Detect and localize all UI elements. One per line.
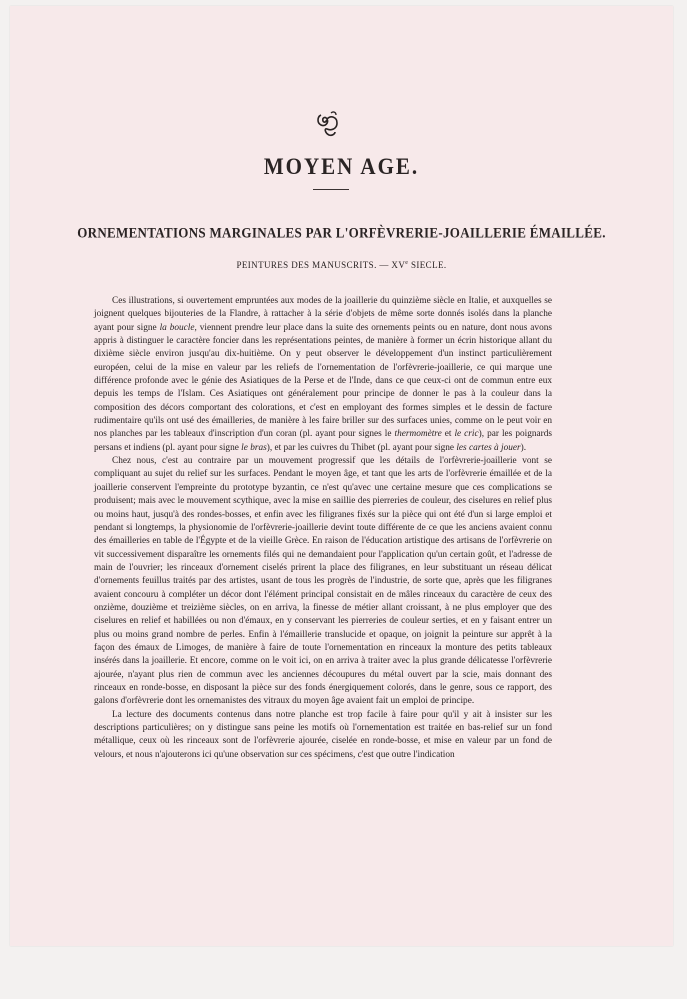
italic-run: thermomètre: [394, 429, 442, 440]
italic-run: la boucle: [159, 322, 195, 333]
body-text: [94, 295, 552, 762]
italic-run: les cartes à jouer: [456, 442, 521, 453]
text-run: ).: [520, 442, 527, 453]
subtitle-text: PEINTURES DES MANUSCRITS. — XV: [236, 260, 406, 270]
section-title: ORNEMENTATIONS MARGINALES PAR L'ORFÈVRERIE-JOAILLERIE ÉMAILLÉE.: [77, 223, 606, 242]
italic-run: le cric: [454, 429, 479, 440]
text-run: ), et par les cuivres du Thibet (pl. ayant pour signe: [266, 442, 457, 453]
text-run: et: [441, 429, 455, 440]
fleuron-ornament-icon: [315, 109, 341, 139]
paragraph-3: [94, 709, 552, 762]
italic-run: le bras: [241, 442, 267, 453]
subtitle-superscript: e: [405, 260, 409, 266]
title-rule: [313, 189, 349, 190]
subtitle-end: SIECLE.: [408, 260, 447, 270]
text-run: , viennent prendre leur place dans la suite des ornements peints ou en nature, dont nous avons appris à distinguer le caractère foncier dans les représentations peintes, de manière à former un écrin historique allant du dixième siècle environ jusqu'au dix-huitième. On y peut observer le développement d'un instinct particulièrement européen, celui de la mise en valeur par les reliefs de l'ornementation de l'orfèvrerie-joaillerie, ce qui marque une différence profonde avec le génie des Asiatiques de la Perse et de l'Inde, dans ce que ceux-ci ont de commun entre eux depuis les temps de l'Islam. Ces Asiatiques ont généralement pour principe de donner le pas à la couleur dans la composition des décors comportant des colorations, et c'est en employant des formes simples et le dessin de facture rudimentaire qu'ils ont usé des émailleries, de manière à les faire briller sur des surfaces unies, comme on le peut voir en nos planches par les tableaux d'inscription d'un coran (pl. ayant pour signes le: [94, 322, 552, 440]
main-title: MOYEN AGE.: [263, 152, 420, 180]
text-run: Ces illustrations, si ouvertement empruntées aux modes de la joaillerie du quinzième siècle en Italie, et auxquelles se joignent quelques bijouteries de la Flandre, à rattacher à la série d'objets de même sorte donnés isolés dans la planche ayant pour signe: [94, 296, 552, 333]
document-page: [10, 6, 673, 946]
text-run: ), par les poignards persans et indiens (pl. ayant pour signe: [94, 429, 552, 453]
subtitle: [10, 260, 673, 270]
text-run: La lecture des documents contenus dans notre planche est trop facile à faire pour qu'il y ait à insister sur les descriptions particulières; on y distingue sans peine les motifs où l'ornementation est traitée en bas-relief sur un fond métallique, ceux où les rinceaux sont de l'orfèvrerie ajourée, ciselée en ronde-bosse, et mise en valeur par un fond de velours, et nous n'ajouterons ici qu'une observation sur ces spécimens, c'est que outre l'indication: [94, 709, 552, 760]
text-run: Chez nous, c'est au contraire par un mouvement progressif que les détails de l'orfèvrerie-joaillerie vont se compliquant au sujet du relief sur les surfaces. Pendant le moyen âge, et tant que les arts de l'orfèvrerie émaillée et de la joaillerie conservent l'empreinte du prototype byzantin, ce n'est qu'avec une certaine mesure que ces complications se produisent; mais avec le mouvement scythique, avec la mise en saillie des pierreries de couleur, des ciselures en relief plus ou moins haut, jusqu'à des rondes-bosses, et enfin avec les filigranes fixés sur la pièce qui ont été d'un si large emploi et pendant si longtemps, la physionomie de l'orfèvrerie-joaillerie devint toute différente de ce que les anciens avaient connu des émailleries en table de l'Égypte et de la vieille Grèce. En raison de l'éducation artistique des artisans de l'orfèvrerie on vit successivement disparaître les ornements filés qui ne demandaient pour l'application qu'un certain goût, et l'adresse de main de l'ouvrier; les rinceaux d'ornement ciselés prirent la place des filigranes, en leur substituant un réseau délicat d'ornements feuillus traités par des artistes, usant de tous les progrès de l'industrie, de sorte que, après que les filigranes avaient concouru à compléter un décor dont l'élément principal consistait en de mâles rinceaux du caractère de ceux des onzième, douzième et treizième siècles, on en arriva, la finesse de métier allant croissant, à ne plus employer que des ciselures en relief et habillées ou non d'émaux, en y conservant les pierreries de couleur serties, et en y faisant entrer un plus ou moins grand nombre de perles. Enfin à l'émaillerie translucide et opaque, on joignit la peinture sur apprêt à la façon des émaux de Limoges, de manière à faire de toute l'ornementation en rinceaux la monture des petits tableaux insérés dans la joaillerie. Et encore, comme on le voit ici, on en arriva à traiter avec la plus grande délicatesse l'orfèvrerie ajourée, n'ayant plus rien de commun avec les anciennes découpures du métal ouvert par la scie, mais donnant des rinceaux en ronde-bosse, en disposant la pièce sur des fonds énergiquement colorés, dans le genre, sous ce rapport, des galons d'orfèvrerie dont les ornemanistes des vitraux du moyen âge avaient fait un emploi de principe.: [94, 456, 552, 707]
paragraph-2: [94, 455, 552, 709]
paragraph-1: [94, 295, 552, 455]
